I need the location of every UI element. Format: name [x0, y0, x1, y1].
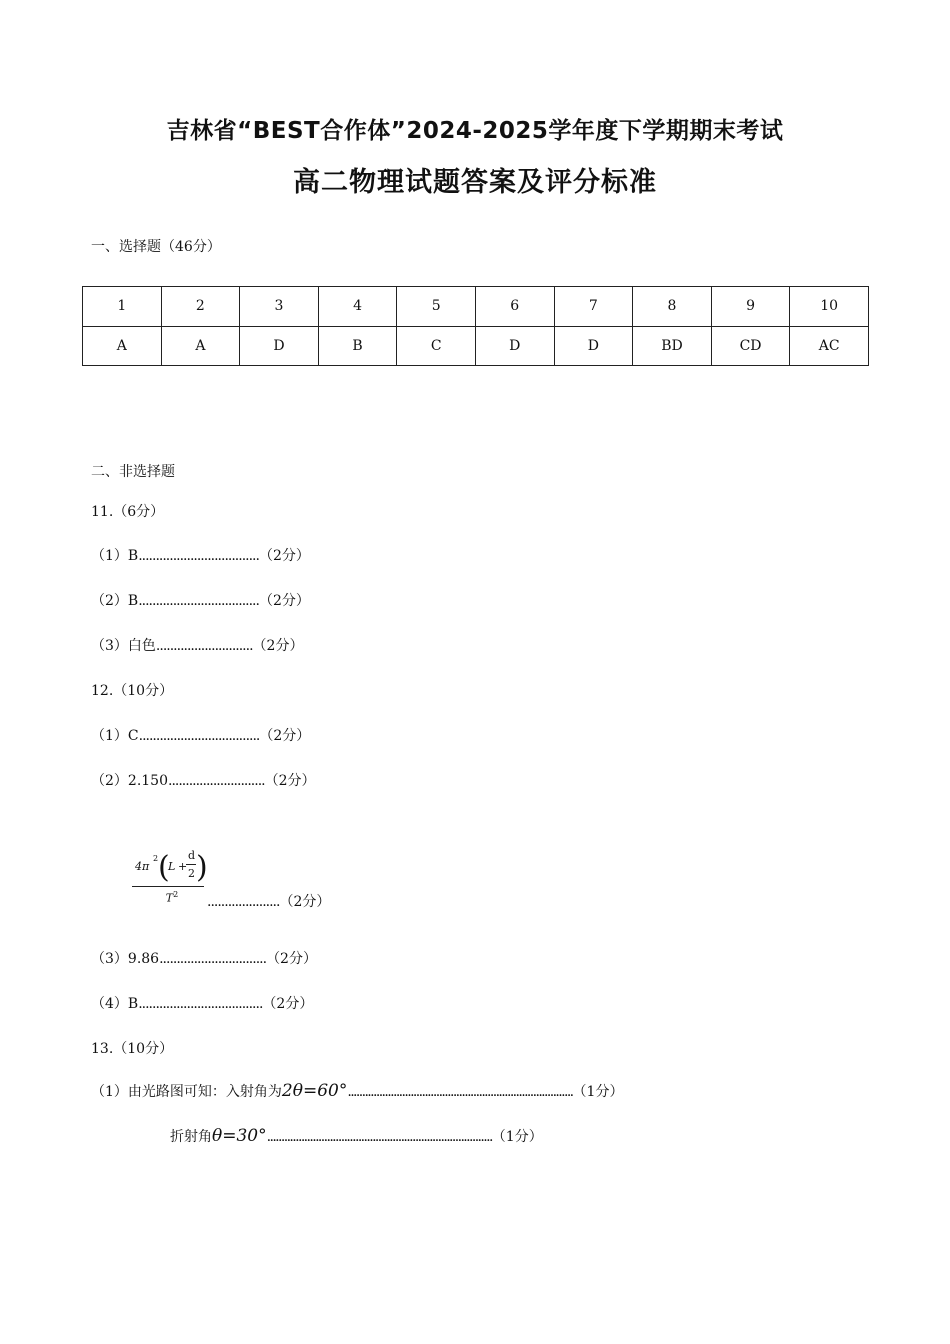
formula-T: T — [165, 891, 174, 905]
answer-line — [91, 545, 310, 565]
score: （2分） — [264, 773, 316, 789]
formula-two: 2 — [188, 867, 195, 880]
score: （2分） — [259, 728, 311, 744]
leader-dots: ................................... — [138, 593, 259, 609]
question-number: 9 — [711, 287, 790, 327]
answer-line — [91, 725, 310, 745]
answer-cell: B — [318, 326, 397, 366]
answer-cell: BD — [633, 326, 712, 366]
answer-line — [91, 1081, 623, 1101]
formula-exp: 2 — [153, 854, 159, 863]
answer-cell: A — [83, 326, 162, 366]
score: （2分） — [266, 951, 317, 967]
answer-cell: AC — [790, 326, 869, 366]
answer-label: （1）由光路图可知：入射角为 — [91, 1084, 282, 1100]
leader-dots: .................................... — [138, 996, 263, 1012]
score: （2分） — [258, 593, 310, 609]
answer-table — [82, 286, 869, 366]
score: （1分） — [491, 1129, 543, 1145]
leader-dots: ................................... — [138, 548, 259, 564]
question-number: 7 — [554, 287, 633, 327]
section-nonchoice-heading: 二、非选择题 — [91, 464, 175, 480]
answer-line — [91, 948, 317, 968]
q12-header: 12.（10分） — [91, 683, 174, 699]
score: （2分） — [252, 638, 304, 654]
score: （1分） — [572, 1084, 624, 1100]
score: （2分） — [262, 996, 314, 1012]
score: （2分） — [279, 894, 331, 910]
answer-cell: CD — [711, 326, 790, 366]
answer-label: （1）C — [91, 728, 139, 744]
math-expression: θ=30° — [212, 1126, 267, 1146]
question-number: 4 — [318, 287, 397, 327]
question-number: 6 — [475, 287, 554, 327]
answer-table-answer-row — [83, 326, 869, 366]
answer-label: （1）B — [91, 548, 139, 564]
formula-plus: + — [178, 860, 188, 873]
left-paren: ( — [158, 850, 170, 885]
answer-line — [91, 635, 303, 655]
question-number: 10 — [790, 287, 869, 327]
answer-label: （2）2.150 — [91, 773, 168, 789]
answer-cell: D — [475, 326, 554, 366]
g-formula-fraction — [132, 848, 208, 905]
answer-line — [91, 993, 313, 1013]
leader-dots: ............................ — [155, 638, 253, 654]
question-number: 3 — [240, 287, 319, 327]
leader-dots: ..................... — [207, 894, 280, 910]
answer-label: （2）B — [91, 593, 139, 609]
section-choice-heading: 一、选择题（46分） — [91, 239, 221, 255]
document-subtitle: 高二物理试题答案及评分标准 — [293, 167, 657, 198]
answer-cell: C — [397, 326, 476, 366]
leader-dots: ............................................................................... — [266, 1129, 492, 1145]
answer-cell: D — [554, 326, 633, 366]
formula-numerator — [132, 848, 208, 887]
question-number: 8 — [633, 287, 712, 327]
answer-label: 折射角 — [170, 1129, 212, 1145]
formula-coef: 4π — [135, 860, 150, 873]
q11-header: 11.（6分） — [91, 504, 165, 520]
question-number: 1 — [83, 287, 162, 327]
answer-line — [91, 770, 316, 790]
formula-T-exp: 2 — [173, 890, 179, 899]
formula-d: d — [188, 849, 196, 862]
leader-dots: ................................... — [138, 728, 260, 744]
answer-line — [170, 1126, 543, 1146]
q13-header: 13.（10分） — [91, 1041, 174, 1057]
question-number: 5 — [397, 287, 476, 327]
leader-dots: ............................ — [168, 773, 265, 789]
answer-label: （3）白色 — [91, 638, 156, 654]
leader-dots: ............................... — [159, 951, 267, 967]
formula-L: L — [168, 860, 176, 873]
document-title: 吉林省“BEST合作体”2024-2025学年度下学期期末考试 — [166, 118, 784, 144]
answer-line — [91, 590, 310, 610]
answer-table-number-row — [83, 287, 869, 327]
right-paren: ) — [196, 850, 208, 885]
answer-label: （3）9.86 — [91, 951, 160, 967]
answer-cell: A — [161, 326, 240, 366]
score: （2分） — [258, 548, 310, 564]
question-number: 2 — [161, 287, 240, 327]
math-expression: 2θ=60° — [281, 1081, 348, 1101]
answer-cell: D — [240, 326, 319, 366]
formula-denominator — [132, 887, 204, 905]
answer-label: （4）B — [91, 996, 139, 1012]
formula-score-line — [207, 891, 330, 911]
inner-fraction-bar — [186, 864, 196, 865]
leader-dots: ............................................................................... — [347, 1084, 573, 1100]
